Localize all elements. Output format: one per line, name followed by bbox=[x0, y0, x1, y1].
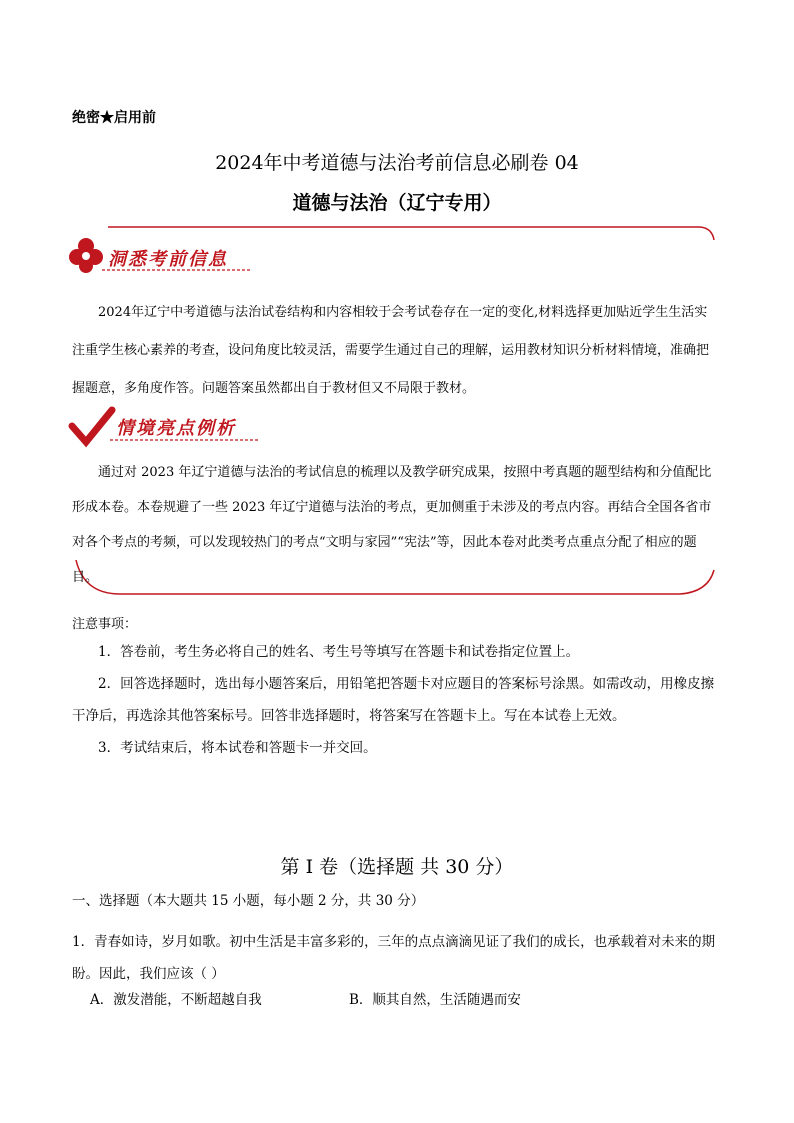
check-icon bbox=[72, 410, 112, 442]
highlight-text: 通过对 2023 年辽宁道德与法治的考试信息的梳理以及教学研究成果，按照中考真题的题型结构和分值配比形成本卷。本卷规避了一些 2023 年辽宁道德与法治的考点，更加侧重于未涉及的考点内容。再结合全国各省市对各个考点的考频，可以发现较热门的考点“文明与家园”“宪法”等，因此本卷对此类考点重点分配了相应的题目。 bbox=[72, 465, 712, 585]
secret-label: 绝密★启用前 bbox=[72, 110, 156, 126]
notice-heading: 注意事项： bbox=[72, 617, 138, 632]
notice-item: 3．考试结束后，将本试卷和答题卡一并交回。 bbox=[98, 740, 377, 756]
highlight-heading: 情境亮点例析 bbox=[116, 418, 236, 439]
flower-icon bbox=[69, 238, 103, 273]
question-stem: 1．青春如诗，岁月如歌。初中生活是丰富多彩的，三年的点点滴滴见证了我们的成长，也承载着对未来的期盼。因此，我们应该（ ） bbox=[72, 934, 716, 982]
option-b: B．顺其自然，生活随遇而安 bbox=[349, 992, 521, 1008]
notice-item: 2．回答选择题时，选出每小题答案后，用铅笔把答题卡对应题目的答案标号涂黑。如需改动，用橡皮擦干净后，再选涂其他答案标号。回答非选择题时，将答案写在答题卡上。写在本试卷上无效。 bbox=[72, 676, 715, 724]
notice-item: 1．答卷前，考生务必将自己的姓名、考生号等填写在答题卡和试卷指定位置上。 bbox=[98, 644, 580, 660]
info-heading: 洞悉考前信息 bbox=[108, 249, 228, 270]
option-a: A．激发潜能，不断超越自我 bbox=[90, 992, 262, 1008]
notice-list bbox=[72, 636, 722, 764]
part-title: 第 I 卷（选择题 共 30 分） bbox=[280, 856, 514, 878]
page-title: 2024年中考道德与法治考前信息必刷卷 04 bbox=[215, 152, 579, 174]
page-subtitle: 道德与法治（辽宁专用） bbox=[292, 192, 502, 214]
section-instruction: 一、选择题（本大题共 15 小题，每小题 2 分，共 30 分） bbox=[72, 893, 425, 909]
info-text: 2024年辽宁中考道德与法治试卷结构和内容相较于会考试卷存在一定的变化,材料选择更加贴近学生生活实注重学生核心素养的考查，设问角度比较灵活，需要学生通过自己的理解，运用教材知识分析材料情境，准确把握题意，多角度作答。问题答案虽然都出自于教材但又不局限于教材。 bbox=[72, 305, 710, 396]
